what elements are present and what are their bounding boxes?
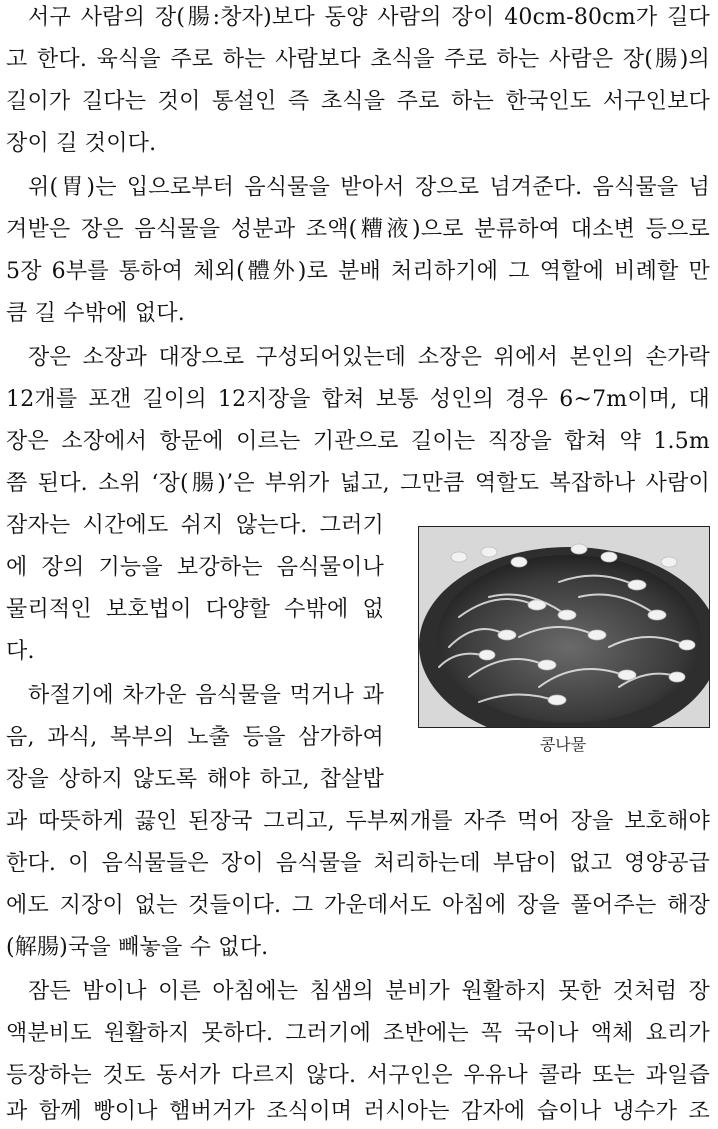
text-line: 다. <box>6 639 35 664</box>
text-line: 12개를 포갠 길이의 12지장을 합쳐 보통 성인의 경우 6~7m이며, 대 <box>6 387 710 412</box>
text-line: 과 함께 빵이나 햄버거가 조식이며 러시아는 감자에 습이나 냉수가 조 <box>6 1099 710 1124</box>
bean-sprouts-icon <box>419 527 709 727</box>
text-line: 잠든 밤이나 이른 아침에는 침샘의 분비가 원활하지 못한 것처럼 장 <box>28 979 710 1004</box>
text-line: 겨받은 장은 음식물을 성분과 조액(糟液)으로 분류하여 대소변 등으로 <box>6 217 710 242</box>
text-line: 음, 과식, 복부의 노출 등을 삼가하여 <box>6 725 384 750</box>
text-line: 한다. 이 음식물들은 장이 음식물을 처리하는데 부담이 없고 영양공급 <box>6 851 710 876</box>
figure-caption: 콩나물 <box>539 735 587 754</box>
text-line: 에도 지장이 없는 것들이다. 그 가운데서도 아침에 장을 풀어주는 해장 <box>6 893 710 918</box>
text-line: 액분비도 원활하지 못하다. 그러기에 조반에는 꼭 국이나 액체 요리가 <box>6 1021 710 1046</box>
text-line: 장이 길 것이다. <box>6 131 157 156</box>
text-line: 큼 길 수밖에 없다. <box>6 301 185 326</box>
text-line: (解腸)국을 빼놓을 수 없다. <box>6 935 269 960</box>
text-line: 물리적인 보호법이 다양할 수밖에 없 <box>6 597 384 622</box>
text-line: 하절기에 차가운 음식물을 먹거나 과 <box>28 683 384 708</box>
text-line: 위(胃)는 입으로부터 음식물을 받아서 장으로 넘겨준다. 음식물을 넘 <box>28 175 710 200</box>
text-line: 장은 소장에서 항문에 이르는 기관으로 길이는 직장을 합쳐 약 1.5m <box>6 429 710 454</box>
text-line: 고 한다. 육식을 주로 하는 사람보다 초식을 주로 하는 사람은 장(腸)의 <box>6 47 710 72</box>
text-line: 잠자는 시간에도 쉬지 않는다. 그러기 <box>6 513 384 538</box>
text-line: 장은 소장과 대장으로 구성되어있는데 소장은 위에서 본인의 손가락 <box>28 345 710 370</box>
text-line: 과 따뜻하게 끓인 된장국 그리고, 두부찌개를 자주 먹어 장을 보호해야 <box>6 809 710 834</box>
bean-sprouts-photo <box>418 526 710 728</box>
text-line: 길이가 길다는 것이 통설인 즉 초식을 주로 하는 한국인도 서구인보다 <box>6 89 710 114</box>
text-line: 장을 상하지 않도록 해야 하고, 찹살밥 <box>6 767 384 792</box>
text-line: 5장 6부를 통하여 체외(體外)로 분배 처리하기에 그 역할에 비례할 만 <box>6 259 710 284</box>
text-line: 등장하는 것도 동서가 다르지 않다. 서구인은 우유나 콜라 또는 과일즙 <box>6 1063 710 1088</box>
text-line: 쯤 된다. 소위 ‘장(腸)’은 부위가 넓고, 그만큼 역할도 복잡하나 사람이 <box>6 471 710 496</box>
text-line: 서구 사람의 장(腸:창자)보다 동양 사람의 장이 40cm-80cm가 길다 <box>28 5 710 30</box>
text-line: 에 장의 기능을 보강하는 음식물이나 <box>6 555 384 580</box>
